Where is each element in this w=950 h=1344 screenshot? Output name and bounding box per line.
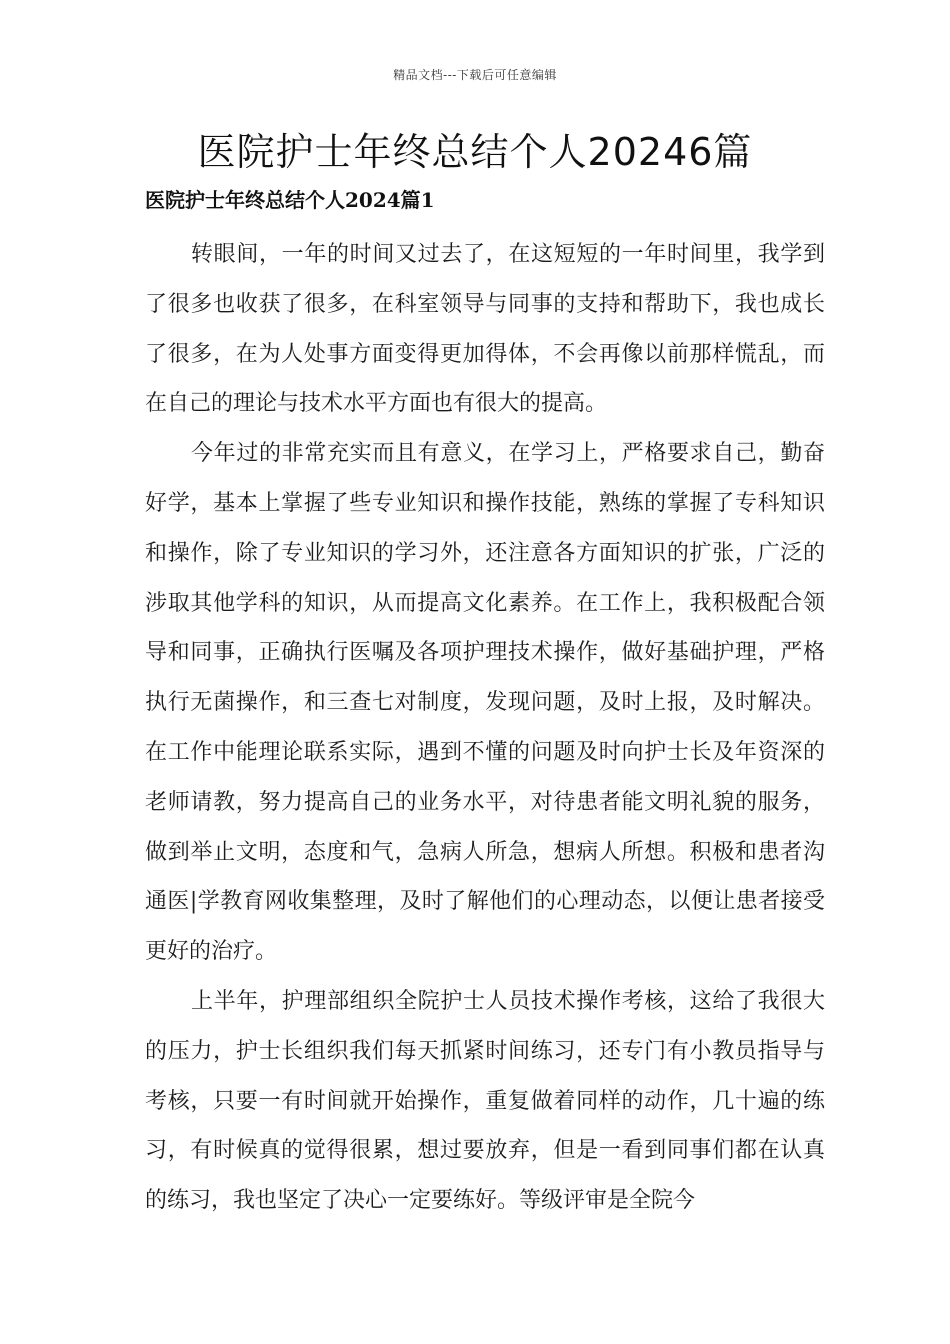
section-heading: 医院护士年终总结个人2024篇1 [145, 188, 435, 212]
paragraph: 今年过的非常充实而且有意义，在学习上，严格要求自己，勤奋好学，基本上掌握了些专业知识和操作技能，熟练的掌握了专科知识和操作，除了专业知识的学习外，还注意各方面知识的扩张，广泛的涉取其他学科的知识，从而提高文化素养。在工作上，我积极配合领导和同事，正确执行医嘱及各项护理技术操作，做好基础护理，严格执行无菌操作，和三查七对制度，发现问题，及时上报，及时解决。在工作中能理论联系实际，遇到不懂的问题及时向护士长及年资深的老师请教，努力提高自己的业务水平，对待患者能文明礼貌的服务，做到举止文明，态度和气，急病人所急，想病人所想。积极和患者沟通医|学教育网收集整理，及时了解他们的心理动态，以便让患者接受更好的治疗。 [145, 441, 825, 965]
document-title: 医院护士年终总结个人20246篇 [197, 130, 753, 174]
paragraph: 转眼间，一年的时间又过去了，在这短短的一年时间里，我学到了很多也收获了很多，在科室领导与同事的支持和帮助下，我也成长了很多，在为人处事方面变得更加得体，不会再像以前那样慌乱，而在自己的理论与技术水平方面也有很大的提高。 [145, 242, 825, 417]
header-note: 精品文档---下载后可任意编辑 [393, 68, 557, 82]
paragraph: 上半年，护理部组织全院护士人员技术操作考核，这给了我很大的压力，护士长组织我们每天抓紧时间练习，还专门有小教员指导与考核，只要一有时间就开始操作，重复做着同样的动作，几十遍的练习，有时候真的觉得很累，想过要放弃，但是一看到同事们都在认真的练习，我也坚定了决心一定要练好。等级评审是全院今 [145, 988, 825, 1214]
body-text [145, 230, 825, 1226]
